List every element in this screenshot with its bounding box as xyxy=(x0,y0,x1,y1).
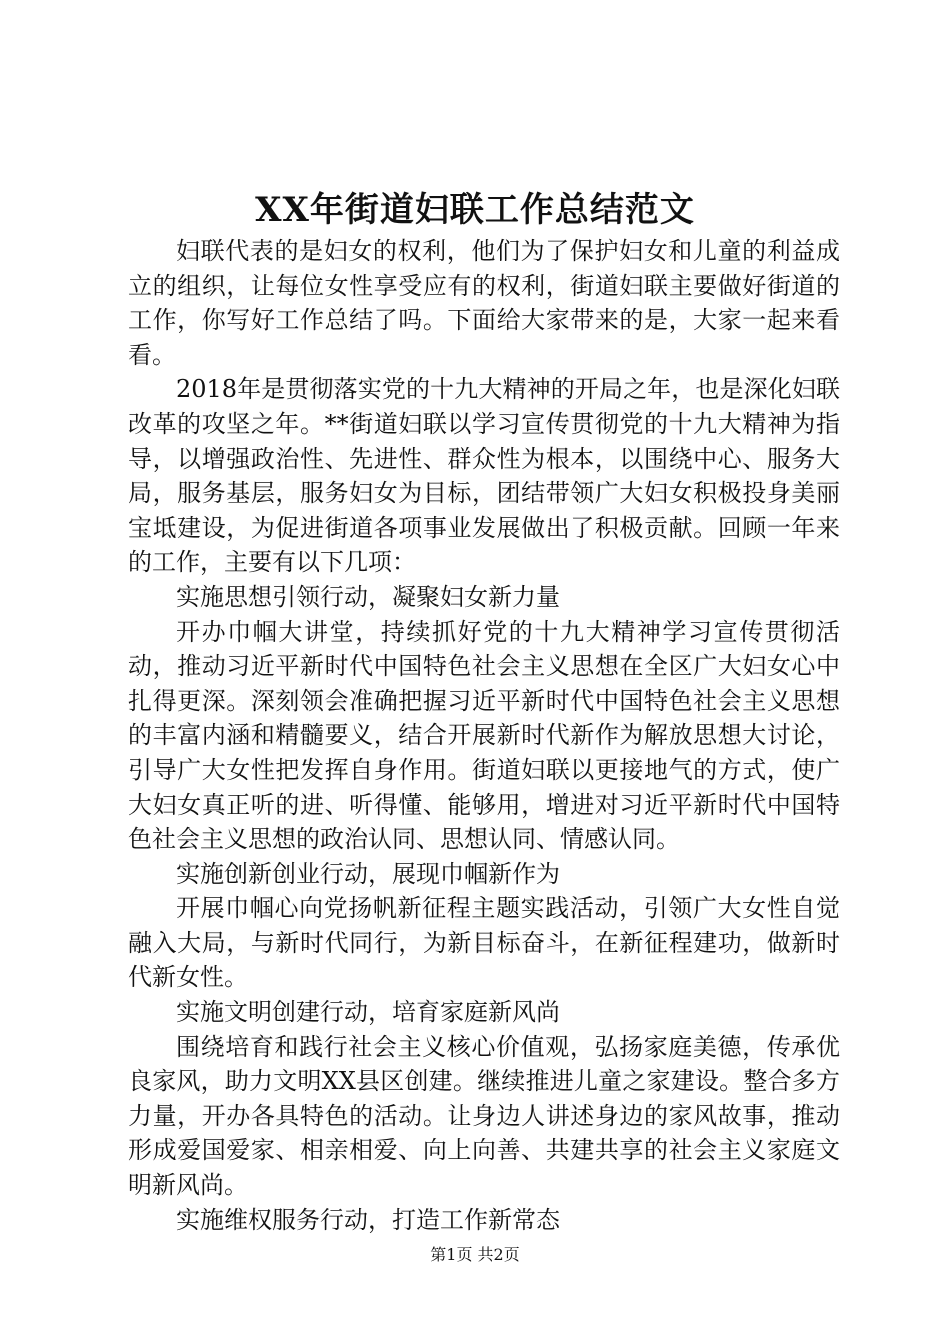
section-heading-civilization: 实施文明创建行动，培育家庭新风尚 xyxy=(176,998,560,1027)
section-heading-rights-service: 实施维权服务行动，打造工作新常态 xyxy=(176,1205,560,1234)
paragraph-thought-guidance: 开办巾帼大讲堂，持续抓好党的十九大精神学习宣传贯彻活动，推动习近平新时代中国特色社会主义思想在全区广大妇女心中扎得更深。深刻领会准确把握习近平新时代中国特色社会主义思想的丰富内涵和精髓要义，结合开展新时代新作为解放思想大讨论，引导广大女性把发挥自身作用。街道妇联以更接地气的方式，使广大妇女真正听的进、听得懂、能够用，增进对习近平新时代中国特色社会主义思想的政治认同、思想认同、情感认同。 xyxy=(128,617,840,854)
paragraph-overview: 2018年是贯彻落实党的十九大精神的开局之年，也是深化妇联改革的攻坚之年。**街道妇联以学习宣传贯彻党的十九大精神为指导，以增强政治性、先进性、群众性为根本，以围绕中心、服务大局，服务基层，服务妇女为目标，团结带领广大妇女积极投身美丽宝坻建设，为促进街道各项事业发展做出了积极贡献。回顾一年来的工作，主要有以下几项： xyxy=(128,375,840,577)
paragraph-innovation: 开展巾帼心向党扬帆新征程主题实践活动，引领广大女性自觉融入大局，与新时代同行，为新目标奋斗，在新征程建功，做新时代新女性。 xyxy=(128,894,840,992)
paragraph-civilization: 围绕培育和践行社会主义核心价值观，弘扬家庭美德，传承优良家风，助力文明XX县区创建。继续推进儿童之家建设。整合多方力量，开办各具特色的活动。让身边人讲述身边的家风故事，推动形成爱国爱家、相亲相爱、向上向善、共建共享的社会主义家庭文明新风尚。 xyxy=(128,1032,840,1200)
document-title: XX年街道妇联工作总结范文 xyxy=(255,190,695,230)
section-heading-innovation: 实施创新创业行动，展现巾帼新作为 xyxy=(176,859,560,888)
page-footer: 第1页 共2页 xyxy=(430,1245,520,1264)
document-body xyxy=(128,234,840,1237)
section-heading-thought-guidance: 实施思想引领行动，凝聚妇女新力量 xyxy=(176,582,560,611)
paragraph-intro: 妇联代表的是妇女的权利，他们为了保护妇女和儿童的利益成立的组织，让每位女性享受应有的权利，街道妇联主要做好街道的工作，你写好工作总结了吗。下面给大家带来的是，大家一起来看看。 xyxy=(128,237,840,369)
